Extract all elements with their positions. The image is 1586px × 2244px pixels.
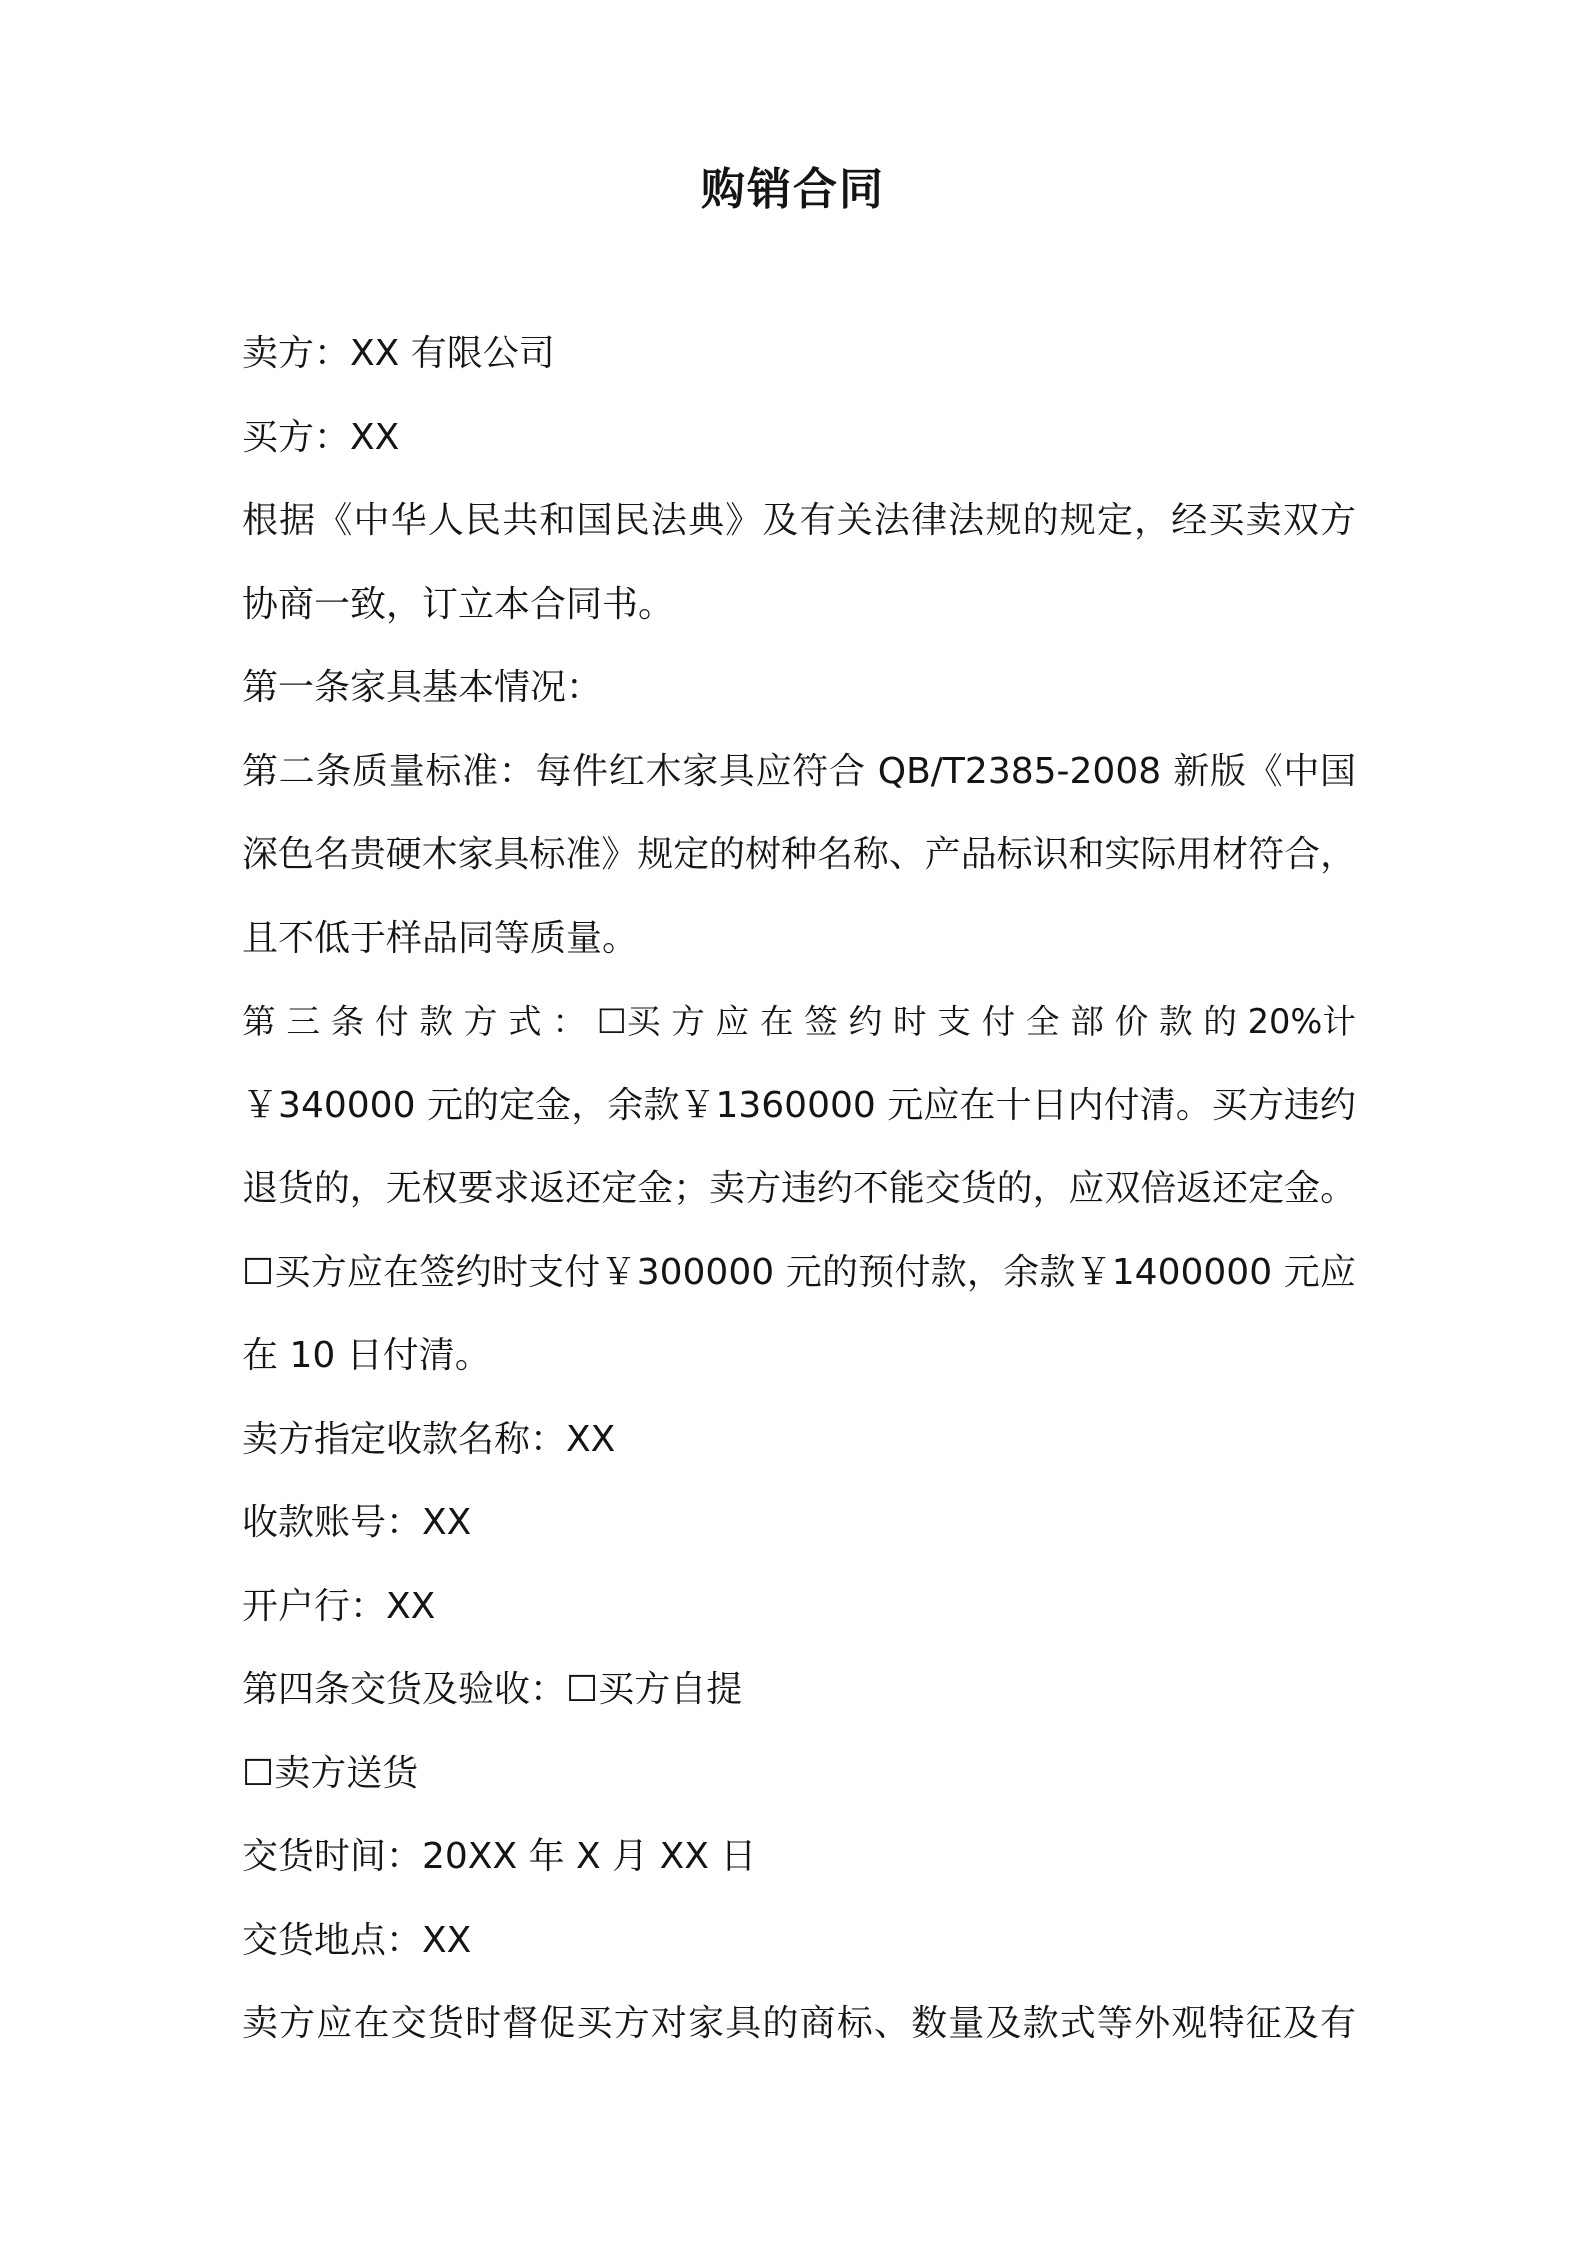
document-line: 根据《中华人民共和国民法典》及有关法律法规的规定，经买卖双方	[242, 500, 1356, 541]
document-line: ☐卖方送货	[242, 1752, 419, 1794]
document-line: ☐买方应在签约时支付￥300000 元的预付款，余款￥1400000 元应	[242, 1251, 1356, 1293]
document-line: 且不低于样品同等质量。	[242, 917, 639, 959]
document-line: 第一条家具基本情况：	[242, 667, 603, 708]
document-line: 交货地点：XX	[242, 1919, 472, 1961]
document-line: 开户行：XX	[242, 1585, 436, 1627]
document-line: 在 10 日付清。	[242, 1335, 491, 1376]
document-line: 买方：XX	[242, 416, 400, 458]
document-line: 卖方：XX 有限公司	[242, 333, 555, 374]
document-line: 深色名贵硬木家具标准》规定的树种名称、产品标识和实际用材符合，	[242, 834, 1356, 875]
document-line: 交货时间：20XX 年 X 月 XX 日	[242, 1836, 757, 1877]
document-line: 协商一致，订立本合同书。	[242, 583, 675, 625]
document-title: 购销合同	[701, 164, 885, 215]
document-line: 卖方应在交货时督促买方对家具的商标、数量及款式等外观特征及有	[242, 2003, 1356, 2044]
document-line: 第 三 条 付 款 方 式 ： ☐买 方 应 在 签 约 时 支 付 全 部 价 款 的 20%计	[242, 1002, 1356, 1041]
document-line: 退货的，无权要求返还定金；卖方违约不能交货的，应双倍返还定金。	[242, 1168, 1356, 1209]
document-line: 第四条交货及验收：☐买方自提	[242, 1669, 743, 1710]
document-line: 第二条质量标准：每件红木家具应符合 QB/T2385-2008 新版《中国	[242, 750, 1356, 792]
document-line: ￥340000 元的定金，余款￥1360000 元应在十日内付清。买方违约	[242, 1084, 1356, 1126]
document-line: 卖方指定收款名称：XX	[242, 1418, 616, 1460]
document-body	[242, 312, 1356, 2066]
document-line: 收款账号：XX	[242, 1502, 472, 1543]
